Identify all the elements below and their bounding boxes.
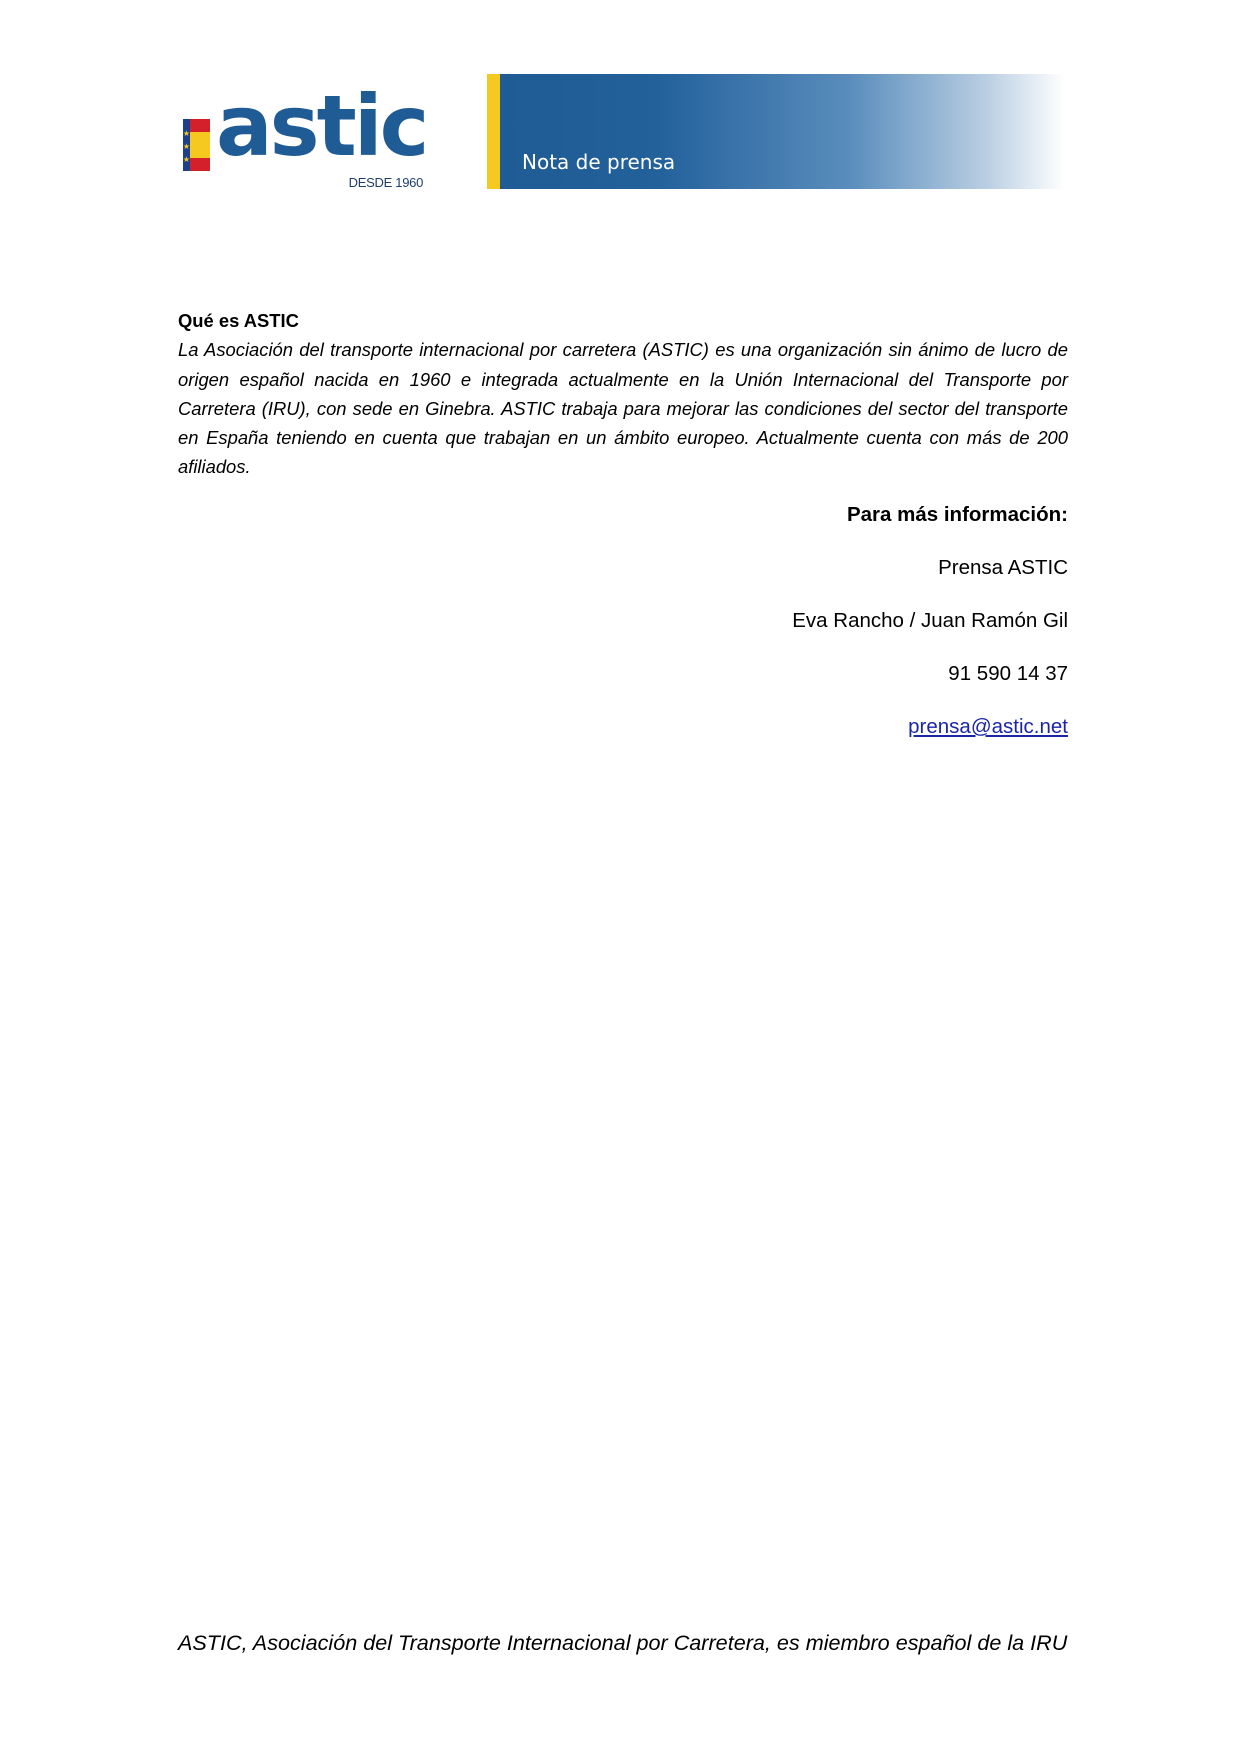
svg-text:★: ★ — [183, 155, 191, 164]
banner-title: Nota de prensa — [522, 150, 676, 174]
spain-eu-flag-icon — [183, 119, 210, 171]
contact-department: Prensa ASTIC — [938, 556, 1068, 579]
contact-block — [792, 502, 1068, 739]
svg-text:★: ★ — [183, 129, 191, 138]
logo-wordmark: astic — [216, 77, 427, 175]
contact-heading: Para más información: — [846, 503, 1068, 526]
contact-email-link[interactable]: prensa@astic.net — [908, 715, 1068, 738]
about-heading: Qué es ASTIC — [178, 310, 299, 331]
footer-text: ASTIC, Asociación del Transporte Internacional por Carretera, es miembro español de la IRU — [178, 1630, 1068, 1655]
logo-since-label: DESDE 1960 — [348, 175, 423, 190]
contact-names: Eva Rancho / Juan Ramón Gil — [792, 609, 1068, 632]
press-release-banner — [500, 74, 1065, 189]
astic-logo — [180, 77, 427, 190]
contact-phone: 91 590 14 37 — [948, 662, 1068, 685]
about-section — [178, 306, 1068, 482]
svg-text:★: ★ — [183, 142, 191, 151]
about-text: La Asociación del transporte internacional por carretera (ASTIC) es una organización sin ánimo de lucro de origen español nacida en 1960 e integrada actualmente en la Unión Internacional del Transporte por Carretera (IRU), con sede en Ginebra. ASTIC trabaja para mejorar las condiciones del sector del transporte en España teniendo en cuenta que trabajan en un ámbito europeo. Actualmente cuenta con más de 200 afiliados. — [178, 339, 1068, 478]
banner-accent-stripe — [487, 74, 500, 189]
